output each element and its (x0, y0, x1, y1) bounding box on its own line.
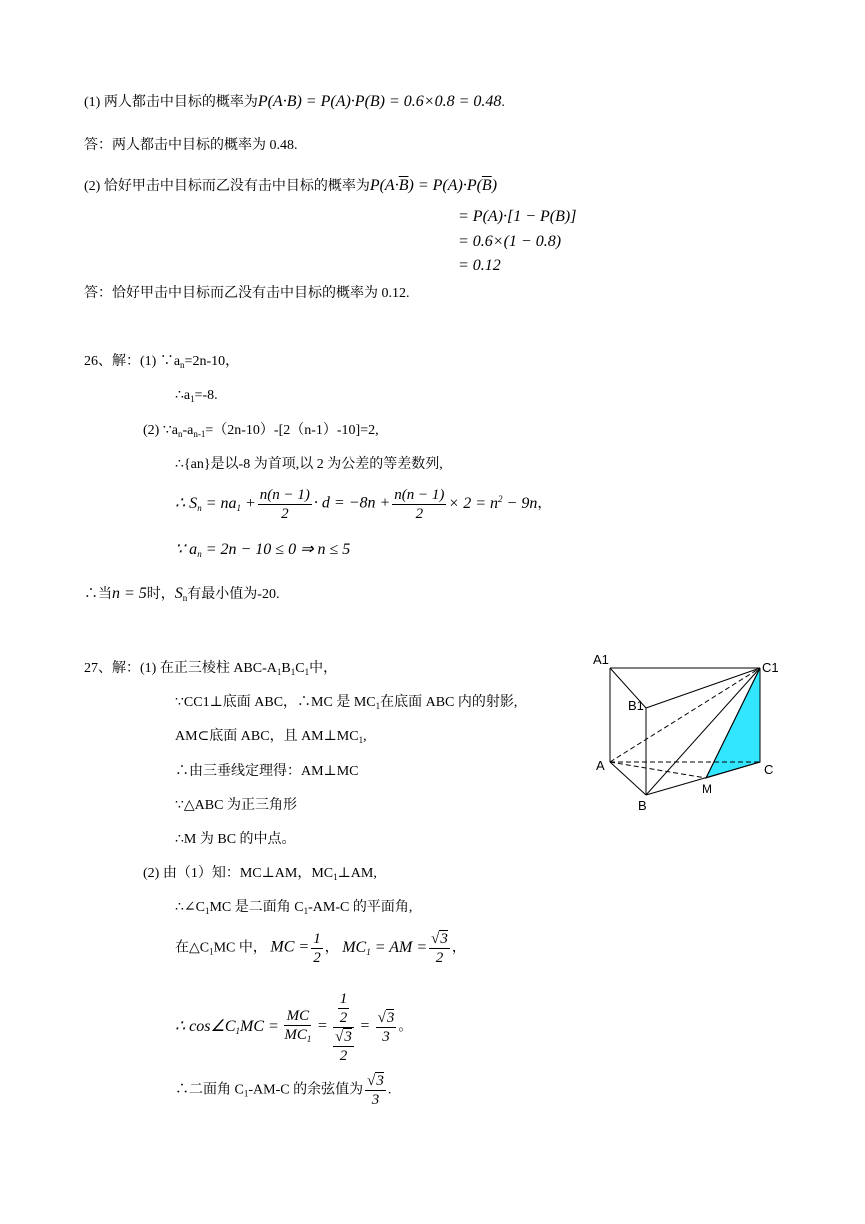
label-c: C (764, 762, 774, 777)
q27-head: 27、解：(1) 在正三棱柱 ABC-$A_1B_1C_1$中， (84, 661, 338, 677)
q27-conclusion: ∴二面角 $C_1-AM-C$ 的余弦值为 $\frac{√3}{3}$ . (175, 1073, 392, 1108)
q27-line9: 在$\triangle C_1MC$ 中， MC = $\frac{1}{2}$ ， $MC_1$ = AM = $\frac{√3}{2}$ ， (175, 931, 466, 966)
q26-head: 26、解：(1) $\because a_n=2n-10$， (84, 354, 240, 370)
q27-line4: ∴由三垂线定理得：AM⊥MC (175, 764, 359, 779)
frac-complex: $\frac{\frac{1}{2}}{\frac{√3}{2}}$ (335, 991, 352, 1064)
p1-line2: (2) 恰好甲击中目标而乙没有击中目标的概率为$P(A\cdot\overline{B}) = P(A)\cdot P(\overline{B})$ (84, 177, 498, 194)
q27-cos-formula: ∴ $\cos\angle C_1MC$ = $\frac{MC}{MC_1}$ = $\frac{\frac{1}{2}}{\frac{√3}{2}}$ = $\frac{√3}{3}$ 。 (175, 991, 413, 1064)
label-b: B (638, 798, 647, 813)
q26-sum-formula: ∴ $S_n = na_1$ + $\frac{n(n - 1)}{2}$ · d = −8n + $\frac{n(n - 1)}{2}$ × $2 = n^2 - 9n$， (175, 487, 552, 522)
q27-line5: ∵△ABC 为正三角形 (175, 798, 297, 813)
label-a1: A1 (593, 652, 609, 667)
p1-eq3: = 0.12 (458, 257, 501, 274)
q26-line2: $\therefore a_1=-8$. (175, 388, 218, 404)
q27-line8: $\therefore\angle C_1MC$ 是二面角 $C_1-AM-C$ 的平面角, (175, 900, 413, 916)
q26-line3: (2) $\because a_n-a_{n-1}=(2n-10)-[2(n-1)-10]=2$, (143, 423, 379, 439)
p1-line1: (1) 两人都击中目标的概率为P(A·B) = P(A)·P(B) = 0.6×0.8 = 0.48. (84, 93, 505, 110)
frac-one-half: $\frac{1}{2}$ (313, 931, 321, 966)
label-m: M (702, 782, 712, 796)
p1-eq1: = P(A)·[1 − P(B)] (458, 208, 577, 225)
q27-line6: ∴M 为 BC 的中点。 (175, 832, 296, 847)
prism-figure (590, 650, 790, 820)
frac-sqrt3-over-3-final: $\frac{√3}{3}$ (367, 1073, 384, 1108)
label-b1: B1 (628, 698, 644, 713)
q26-line4: ∴{an}是以-8 为首项,以 2 为公差的等差数列, (175, 457, 443, 472)
p1-answer2: 答：恰好甲击中目标而乙没有击中目标的概率为 0.12. (84, 286, 410, 301)
frac-n-n-minus-1-over-2: $\frac{n(n - 1)}{2}$ (259, 487, 310, 522)
frac-sqrt3-over-3: $\frac{√3}{3}$ (377, 1010, 395, 1045)
frac-sqrt3-over-2: $\frac{√3}{2}$ (431, 931, 448, 966)
q27-line3: AM⊂底面 ABC，且 $AM\perp MC_1$, (175, 729, 367, 745)
edge-a-b (610, 762, 646, 795)
q26-line6: ∵ $a_n = 2n - 10 \le 0$ ⇒ n ≤ 5 (175, 541, 351, 559)
q27-line2: ∵CC1⊥底面 ABC，∴MC 是 $MC_1$在底面 ABC 内的射影, (175, 695, 518, 711)
label-a: A (596, 758, 605, 773)
p1-eq2: = 0.6×(1 − 0.8) (458, 233, 562, 250)
q27-line7: (2) 由（1）知：MC⊥AM，$MC_1\perp AM$, (143, 866, 377, 882)
p1-answer1: 答：两人都击中目标的概率为 0.48. (84, 138, 298, 153)
q26-conclusion: ∴当n = 5时，$S_n$有最小值为-20. (84, 585, 280, 603)
frac-mc-over-mc1: $\frac{MC}{MC_1}$ (284, 1008, 312, 1044)
frac-n-n-minus-1-over-2-b: $\frac{n(n - 1)}{2}$ (394, 487, 445, 522)
label-c1: C1 (762, 660, 779, 675)
